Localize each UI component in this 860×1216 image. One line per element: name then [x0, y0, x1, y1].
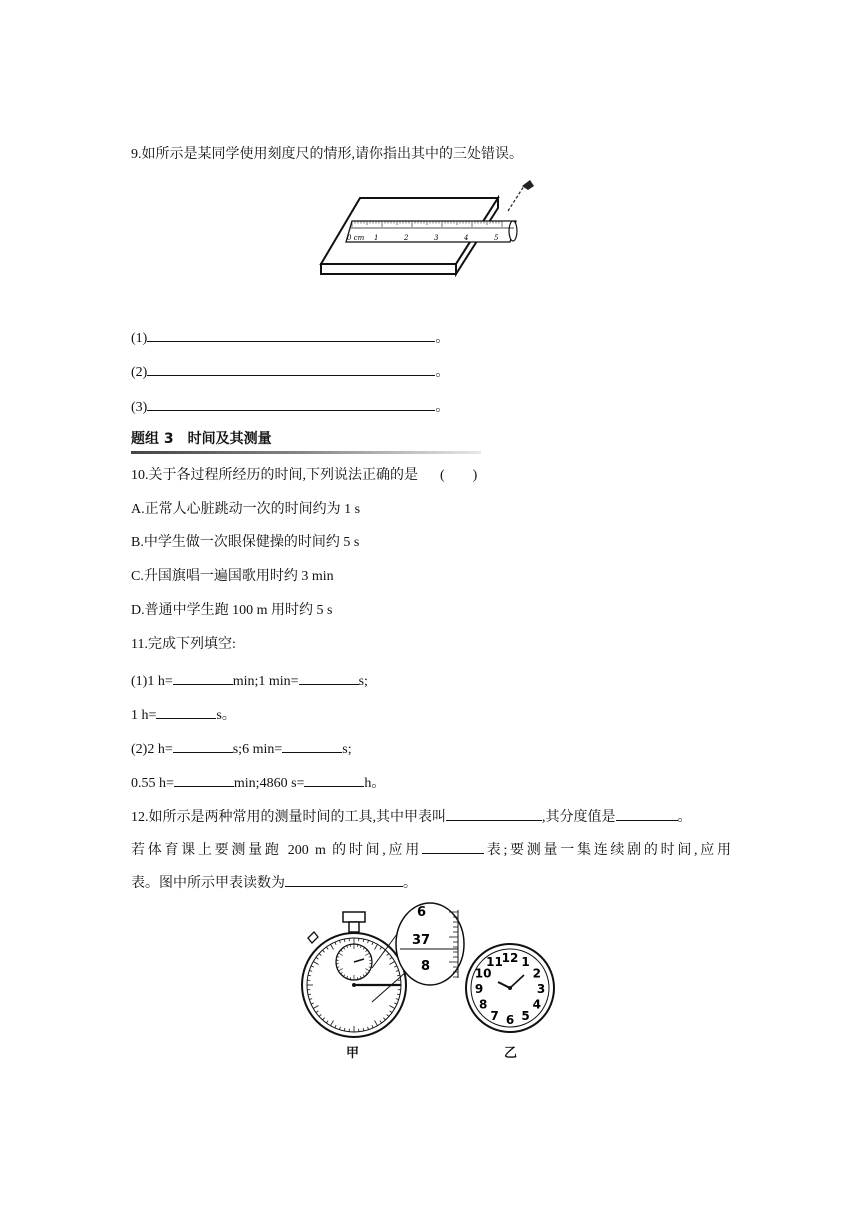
clock-number-3: 3: [536, 982, 546, 996]
section-title: 题组 3 时间及其测量: [131, 431, 272, 447]
ruler-label-5: 5: [494, 234, 499, 242]
ruler-figure: [316, 176, 536, 278]
timers-figure: [296, 902, 566, 1042]
eye-icon: [522, 180, 534, 190]
q11-line-3: (2)2 h= s;6 min= s;: [131, 738, 352, 759]
answer-blank-11-7[interactable]: [304, 772, 364, 787]
sight-line: [508, 186, 524, 211]
answer-blank-12-4[interactable]: [285, 872, 403, 887]
answer-blank-11-1[interactable]: [173, 670, 233, 685]
answer-blank-11-2[interactable]: [299, 670, 359, 685]
q9-answer-3: (3) 。: [131, 396, 449, 417]
answer-blank-12-2[interactable]: [616, 806, 678, 821]
clock-number-4: 4: [532, 997, 542, 1012]
answer-blank-9-3[interactable]: [147, 396, 435, 411]
clock-number-7: 7: [490, 1008, 499, 1023]
clock-icon: [466, 944, 554, 1032]
q11-line-1: (1)1 h= min;1 min= s;: [131, 670, 368, 691]
answer-blank-12-1[interactable]: [446, 806, 542, 821]
q12-line-1: 12.如所示是两种常用的测量时间的工具,其中甲表叫 ,其分度值是 。: [131, 806, 692, 827]
clock-number-6: 6: [505, 1013, 515, 1027]
ruler-label-1: 1: [374, 234, 379, 242]
q11-stem: 11.完成下列填空:: [131, 637, 236, 652]
answer-blank-11-5[interactable]: [282, 738, 342, 753]
label-yi: 乙: [504, 1046, 518, 1061]
zoom-label-37: 37: [412, 933, 431, 948]
q9-answer-2: (2) 。: [131, 361, 449, 382]
label-jia: 甲: [346, 1046, 360, 1061]
clock-number-12: 12: [501, 951, 519, 965]
ruler: [346, 221, 517, 242]
zoom-label-8: 8: [421, 959, 431, 974]
q10-option-b: B.中学生做一次眼保健操的时间约 5 s: [131, 535, 360, 550]
clock-number-1: 1: [521, 955, 530, 970]
q11-line-2: 1 h= s。: [131, 704, 236, 725]
clock-number-11: 11: [486, 955, 503, 970]
answer-blank-9-2[interactable]: [147, 361, 435, 376]
ruler-label-0: 0 cm: [347, 234, 365, 242]
clock-number-10: 10: [474, 966, 492, 981]
q12-line-3: 表。图中所示甲表读数为 。: [131, 872, 417, 893]
clock-number-9: 9: [474, 982, 484, 996]
ruler-label-3: 3: [434, 234, 439, 242]
clock-number-5: 5: [521, 1008, 530, 1023]
q12-line-2: 若体育课上要测量跑 200 m 的时间,应用 表;要测量一集连续剧的时间,应用: [131, 839, 731, 860]
answer-blank-12-3[interactable]: [422, 839, 484, 854]
q11-line-4: 0.55 h= min;4860 s= h。: [131, 772, 385, 793]
ruler-label-4: 4: [464, 234, 469, 242]
q10-option-a: A.正常人心脏跳动一次的时间约为 1 s: [131, 502, 361, 517]
stopwatch-icon: [302, 912, 406, 1037]
q10-option-d: D.普通中学生跑 100 m 用时约 5 s: [131, 603, 333, 618]
q10-stem: 10.关于各过程所经历的时间,下列说法正确的是 ( ): [131, 468, 478, 483]
q9-answer-1: (1) 。: [131, 327, 449, 348]
ruler-label-2: 2: [404, 234, 409, 242]
q10-option-c: C.升国旗唱一遍国歌用时约 3 min: [131, 569, 334, 584]
clock-number-2: 2: [532, 966, 542, 981]
clock-number-8: 8: [478, 997, 488, 1012]
section-divider: [131, 451, 481, 454]
q9-stem: 9.如所示是某同学使用刻度尺的情形,请你指出其中的三处错误。: [131, 147, 523, 162]
zoom-label-6: 6: [417, 905, 427, 920]
answer-blank-11-3[interactable]: [156, 704, 216, 719]
answer-blank-9-1[interactable]: [147, 327, 435, 342]
answer-bracket[interactable]: ( ): [440, 468, 478, 483]
answer-blank-11-6[interactable]: [174, 772, 234, 787]
answer-blank-11-4[interactable]: [173, 738, 233, 753]
